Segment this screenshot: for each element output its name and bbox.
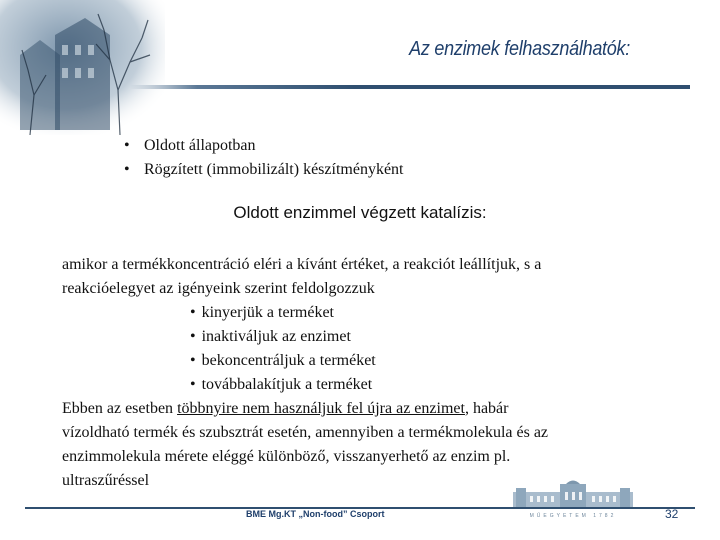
list-item: • továbbalakítjuk a terméket: [62, 373, 682, 397]
list-item: • kinyerjük a terméket: [62, 301, 682, 325]
body-fragment: Ebben az esetben: [62, 400, 178, 417]
underlined-emphasis: többnyire nem használjuk fel újra az enzimet: [177, 400, 465, 417]
body-line: vízoldható termék és szubsztrát esetén, amennyiben a termékmolekula és az: [62, 424, 549, 441]
usage-bullet-list: [124, 134, 404, 182]
university-logo: [508, 478, 638, 520]
footer-credit: BME Mg.KT „Non-food” Csoport: [246, 509, 385, 519]
body-line: [62, 397, 682, 421]
section-subheading: Oldott enzimmel végzett katalízis:: [233, 203, 487, 222]
page-number: 32: [665, 507, 679, 521]
bullet-item: • Rögzített (immobilizált) készítményként: [124, 158, 404, 182]
body-line: amikor a termékkoncentráció eléri a kívánt értéket, a reakciót leállítjuk, s a: [62, 256, 542, 273]
body-fragment: , habár: [464, 400, 509, 417]
university-logo-caption: MŰEGYETEM 1782: [529, 513, 617, 519]
title-divider: [130, 85, 690, 89]
list-item: • inaktiváljuk az enzimet: [62, 325, 682, 349]
body-text: [62, 253, 682, 493]
list-item: • bekoncentráljuk a terméket: [62, 349, 682, 373]
body-line: ultraszűréssel: [62, 472, 150, 489]
slide-title: Az enzimek felhasználhatók:: [409, 38, 630, 60]
bullet-item: • Oldott állapotban: [124, 134, 404, 158]
body-line: reakcióelegyet az igényeink szerint feldolgozzuk: [62, 280, 375, 297]
body-line: enzimmolekula mérete eléggé különböző, visszanyerhető az enzim pl.: [62, 448, 511, 465]
university-building-photo: [0, 0, 165, 135]
